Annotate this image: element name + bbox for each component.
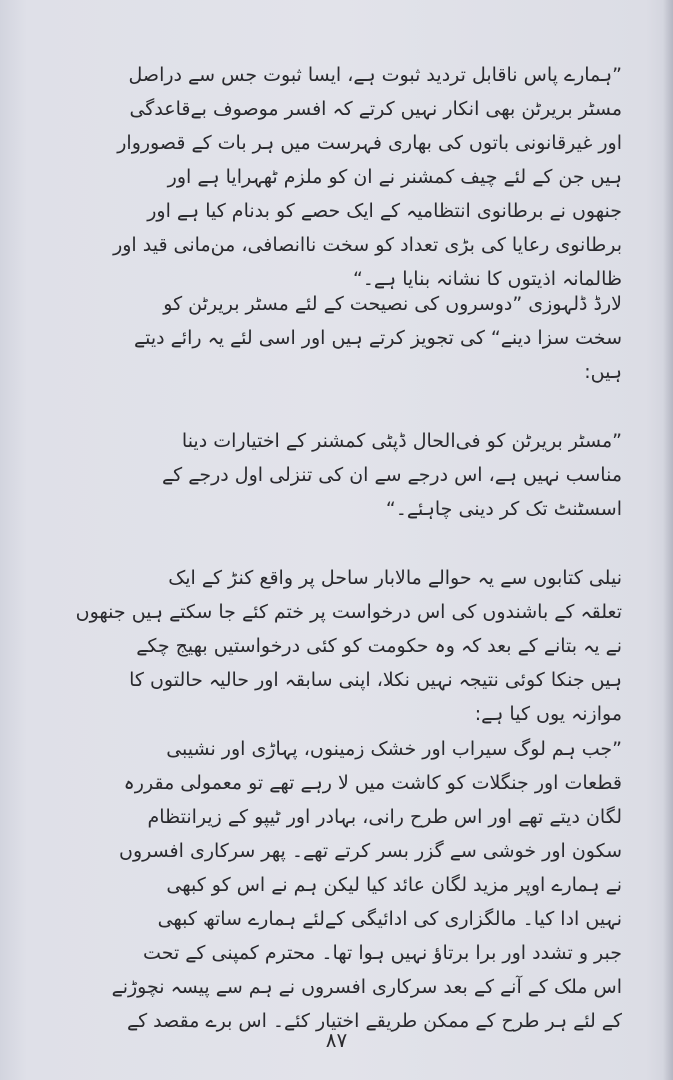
text-line: موازنہ یوں کیا ہے:	[474, 703, 622, 725]
text-line: ہیں جنکا کوئی نتیجہ نہیں نکلا، اپنی سابقہ اور حالیہ حالتوں کا	[129, 669, 622, 691]
text-line: لگان دیتے تھے اور اس طرح رانی، بہادر اور ٹیپو کے زیرانتظام	[147, 806, 622, 828]
paragraph-dalhousie	[60, 287, 622, 389]
page-number: ۸۷	[325, 1028, 348, 1052]
text-line: نہیں ادا کیا۔ مالگزاری کی ادائیگی کےلئے ہمارے ساتھ کبھی	[157, 908, 622, 930]
text-line: قطعات اور جنگلات کو کاشت میں لا رہے تھے تو معمولی مقررہ	[123, 772, 622, 794]
text-line: سخت سزا دینے“ کی تجویز کرتے ہیں اور اسی لئے یہ رائے دیتے	[134, 327, 622, 349]
text-line: ”ہمارے پاس ناقابل تردید ثبوت ہے، ایسا ثبوت جس سے دراصل	[128, 64, 622, 86]
text-line: ”جب ہم لوگ سیراب اور خشک زمینوں، پہاڑی اور نشیبی	[166, 738, 622, 760]
paragraph-quote-2	[60, 424, 622, 526]
text-line: ظالمانہ اذیتوں کا نشانہ بنایا ہے۔“	[352, 268, 622, 290]
text-line: تعلقہ کے باشندوں کی اس درخواست پر ختم کئے جا سکتے ہیں جنھوں	[75, 601, 622, 623]
text-line: لارڈ ڈلہوزی ”دوسروں کی نصیحت کے لئے مسٹر بریرٹن کو	[163, 293, 622, 315]
text-line: برطانوی رعایا کی بڑی تعداد کو سخت ناانصافی، من‌مانی قید اور	[113, 234, 622, 256]
text-line: مناسب نہیں ہے، اس درجے سے ان کی تنزلی اول درجے کے	[162, 464, 622, 486]
text-line: جنھوں نے برطانوی انتظامیہ کے ایک حصے کو بدنام کیا ہے اور	[147, 200, 622, 222]
paragraph-quote-1	[60, 58, 622, 296]
text-line: نیلی کتابوں سے یہ حوالے مالابار ساحل پر واقع کنڑ کے ایک	[168, 567, 622, 589]
text-line: جبر و تشدد اور برا برتاؤ نہیں ہوا تھا۔ محترم کمپنی کے تحت	[143, 942, 622, 964]
text-line: مسٹر بریرٹن بھی انکار نہیں کرتے کہ افسر موصوف بےقاعدگی	[129, 98, 622, 120]
page-edge-shadow	[663, 0, 673, 1080]
paragraph-blue-books	[60, 561, 622, 731]
text-line: کے لئے ہر طرح کے ممکن طریقے اختیار کئے۔ اس برے مقصد کے	[126, 1010, 622, 1032]
text-line: اور غیرقانونی باتوں کی بھاری فہرست میں ہر بات کے قصوروار	[117, 132, 622, 154]
paragraph-quote-3	[60, 732, 622, 1038]
text-line: اسسٹنٹ تک کر دینی چاہئے۔“	[385, 498, 622, 520]
text-line: نے یہ بتانے کے بعد کہ وہ حکومت کو کئی درخواستیں بھیج چکے	[136, 635, 622, 657]
text-line: ہیں جن کے لئے چیف کمشنر نے ان کو ملزم ٹھہرایا ہے اور	[167, 166, 622, 188]
text-line: نے ہمارے اوپر مزید لگان عائد کیا لیکن ہم نے اس کو کبھی	[166, 874, 622, 896]
text-line: سکون اور خوشی سے گزر بسر کرتے تھے۔ پھر سرکاری افسروں	[119, 840, 622, 862]
text-line: اس ملک کے آنے کے بعد سرکاری افسروں نے ہم سے پیسہ نچوڑنے	[111, 976, 622, 998]
text-line: ہیں:	[584, 361, 622, 383]
text-line: ”مسٹر بریرٹن کو فی‌الحال ڈپٹی کمشنر کے اختیارات دینا	[181, 430, 622, 452]
